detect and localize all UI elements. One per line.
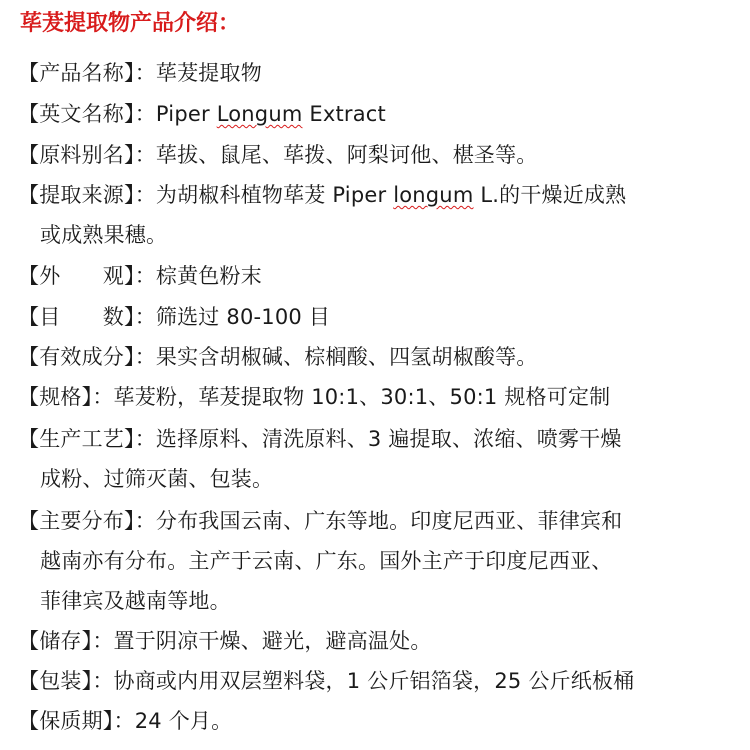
- storage-value: 置于阴凉干燥、避光，避高温处。: [113, 629, 432, 653]
- source-continuation: 或成熟果穗。: [40, 223, 168, 247]
- distribution-value: 分布我国云南、广东等地。印度尼西亚、菲律宾和: [155, 509, 623, 533]
- process-continuation: 成粉、过筛灭菌、包装。: [40, 467, 274, 491]
- mesh-label: 【目 数】: [18, 305, 135, 329]
- aliases-line: 【原料别名】：荜拔、鼠尾、荜拨、阿梨诃他、椹圣等。: [18, 143, 538, 167]
- english-name-label: 【英文名称】: [18, 102, 135, 126]
- spellcheck-word: Longum: [216, 102, 303, 126]
- packaging-value: 协商或内用双层塑料袋，1 公斤铝箔袋，25 公斤纸板桶: [113, 669, 635, 693]
- process-line: 【生产工艺】：选择原料、清洗原料、3 遍提取、浓缩、喷雾干燥: [18, 427, 622, 451]
- source-line: 【提取来源】：为胡椒科植物荜茇 Piper longum L.的干燥近成熟: [18, 183, 627, 207]
- process-value: 选择原料、清洗原料、3 遍提取、浓缩、喷雾干燥: [155, 427, 622, 451]
- spec-value: 荜茇粉，荜茇提取物 10:1、30:1、50:1 规格可定制: [113, 385, 611, 409]
- active-label: 【有效成分】: [18, 345, 135, 369]
- appearance-label: 【外 观】: [18, 264, 135, 288]
- storage-line: 【储存】：置于阴凉干燥、避光，避高温处。: [18, 629, 432, 653]
- appearance-line: 【外 观】：棕黄色粉末: [18, 264, 262, 288]
- distribution-label: 【主要分布】: [18, 509, 135, 533]
- shelf-life-label: 【保质期】: [18, 709, 114, 733]
- active-line: 【有效成分】：果实含胡椒碱、棕榈酸、四氢胡椒酸等。: [18, 345, 538, 369]
- mesh-line: 【目 数】：筛选过 80-100 目: [18, 305, 331, 329]
- aliases-value: 荜拔、鼠尾、荜拨、阿梨诃他、椹圣等。: [155, 143, 538, 167]
- mesh-value: 筛选过 80-100 目: [155, 305, 331, 329]
- spec-label: 【规格】: [18, 385, 93, 409]
- product-name-value: 荜茇提取物: [155, 61, 262, 85]
- english-name-line: 【英文名称】：Piper Longum Extract: [18, 102, 386, 126]
- distribution-continuation-1: 越南亦有分布。主产于云南、广东。国外主产于印度尼西亚、: [40, 549, 613, 573]
- distribution-line: 【主要分布】：分布我国云南、广东等地。印度尼西亚、菲律宾和: [18, 509, 623, 533]
- product-name-line: 【产品名称】：荜茇提取物: [18, 61, 262, 85]
- packaging-line: 【包装】：协商或内用双层塑料袋，1 公斤铝箔袋，25 公斤纸板桶: [18, 669, 635, 693]
- distribution-continuation-2: 菲律宾及越南等地。: [40, 589, 231, 613]
- aliases-label: 【原料别名】: [18, 143, 135, 167]
- product-name-label: 【产品名称】: [18, 61, 135, 85]
- spellcheck-word: longum: [393, 183, 474, 207]
- page-title: 荜茇提取物产品介绍：: [20, 11, 241, 36]
- spec-line: 【规格】：荜茇粉，荜茇提取物 10:1、30:1、50:1 规格可定制: [18, 385, 611, 409]
- packaging-label: 【包装】: [18, 669, 93, 693]
- process-label: 【生产工艺】: [18, 427, 135, 451]
- shelf-life-value: 24 个月。: [134, 709, 233, 733]
- storage-label: 【储存】: [18, 629, 93, 653]
- appearance-value: 棕黄色粉末: [155, 264, 262, 288]
- shelf-life-line: 【保质期】：24 个月。: [18, 709, 233, 733]
- active-value: 果实含胡椒碱、棕榈酸、四氢胡椒酸等。: [155, 345, 538, 369]
- source-label: 【提取来源】: [18, 183, 135, 207]
